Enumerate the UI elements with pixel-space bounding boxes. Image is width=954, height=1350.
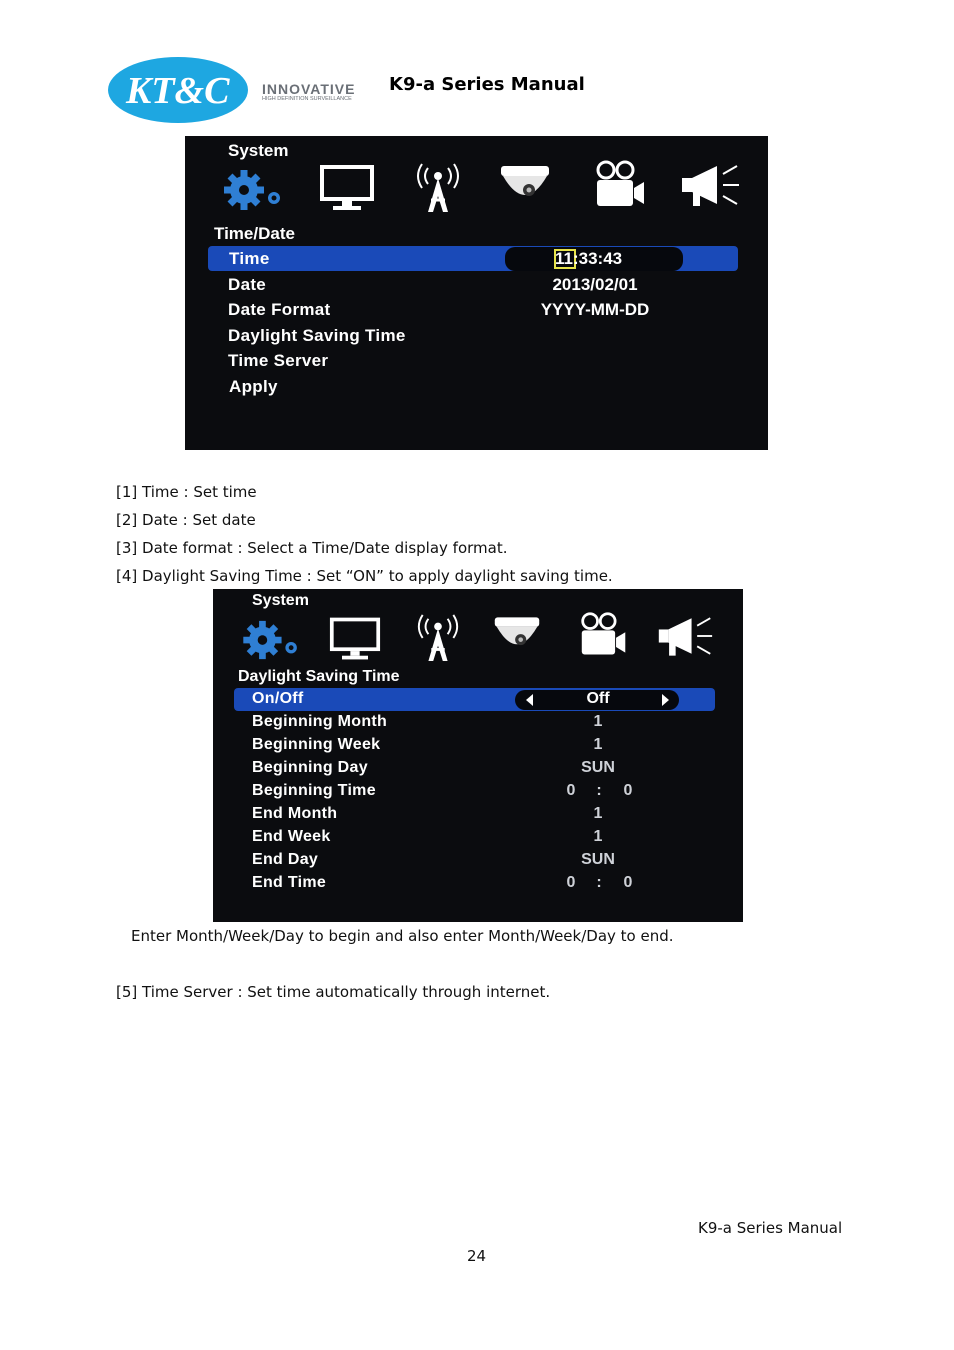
beginning-time-separator: : <box>596 782 602 799</box>
antenna-icon <box>415 611 461 663</box>
dst-note: Enter Month/Week/Day to begin and also enter Month/Week/Day to end. <box>131 927 674 945</box>
row-end-day[interactable]: End Day <box>252 851 319 868</box>
row-apply[interactable]: Apply <box>229 377 278 396</box>
logo-tagline: HIGH DEFINITION SURVEILLANCE <box>262 96 352 102</box>
footer-title: K9-a Series Manual <box>698 1219 843 1237</box>
row-beginning-week[interactable]: Beginning Week <box>252 736 381 753</box>
on-off-value[interactable]: Off <box>586 690 610 707</box>
row-date-format[interactable]: Date Format <box>228 300 331 319</box>
item-date: [2] Date : Set date <box>116 511 256 529</box>
row-on-off[interactable]: On/Off <box>252 690 304 707</box>
arrow-left-icon[interactable] <box>526 694 533 706</box>
end-week-value[interactable]: 1 <box>593 828 603 845</box>
megaphone-icon <box>679 162 741 208</box>
date-format-value[interactable]: YYYY-MM-DD <box>540 300 650 319</box>
time-value[interactable]: 11:33:43 <box>555 249 623 268</box>
end-time-minute[interactable]: 0 <box>623 874 633 891</box>
row-end-time[interactable]: End Time <box>252 874 327 891</box>
section-title: Time/Date <box>214 224 295 243</box>
item-time: [1] Time : Set time <box>116 483 257 501</box>
row-daylight-saving[interactable]: Daylight Saving Time <box>228 326 406 345</box>
row-beginning-day[interactable]: Beginning Day <box>252 759 368 776</box>
gears-icon <box>222 168 286 214</box>
monitor-icon <box>319 164 375 212</box>
dome-camera-icon <box>492 613 542 657</box>
item-daylight-saving: [4] Daylight Saving Time : Set “ON” to apply daylight saving time. <box>116 567 613 585</box>
dome-camera-icon <box>498 162 552 208</box>
item-time-server: [5] Time Server : Set time automatically through internet. <box>116 983 551 1001</box>
beginning-time-minute[interactable]: 0 <box>623 782 633 799</box>
beginning-month-value[interactable]: 1 <box>593 713 603 730</box>
megaphone-icon <box>656 614 714 658</box>
row-time-server[interactable]: Time Server <box>228 351 329 370</box>
osd-time-date-panel <box>185 136 768 450</box>
document-title: K9-a Series Manual <box>389 74 585 95</box>
end-day-value[interactable]: SUN <box>581 851 615 868</box>
video-camera-icon <box>594 160 648 210</box>
gears-icon <box>241 619 303 663</box>
row-beginning-time[interactable]: Beginning Time <box>252 782 376 799</box>
video-camera-icon <box>579 611 629 659</box>
section-title: Daylight Saving Time <box>238 668 400 685</box>
beginning-week-value[interactable]: 1 <box>593 736 603 753</box>
row-end-week[interactable]: End Week <box>252 828 331 845</box>
system-label: System <box>228 141 289 160</box>
beginning-time-hour[interactable]: 0 <box>566 782 576 799</box>
logo-text: KT&C <box>126 70 230 112</box>
beginning-day-value[interactable]: SUN <box>581 759 615 776</box>
antenna-icon <box>414 160 462 214</box>
row-beginning-month[interactable]: Beginning Month <box>252 713 388 730</box>
page-number: 24 <box>467 1247 487 1265</box>
row-time[interactable]: Time <box>229 249 270 268</box>
monitor-icon <box>329 616 381 662</box>
logo-brand: INNOVATIVE <box>262 81 356 97</box>
item-date-format: [3] Date format : Select a Time/Date display format. <box>116 539 508 557</box>
end-month-value[interactable]: 1 <box>593 805 603 822</box>
system-label: System <box>252 592 309 609</box>
end-time-separator: : <box>596 874 602 891</box>
ktc-logo <box>108 56 368 124</box>
date-value[interactable]: 2013/02/01 <box>552 275 638 294</box>
row-date[interactable]: Date <box>228 275 267 294</box>
end-time-hour[interactable]: 0 <box>566 874 576 891</box>
osd-daylight-saving-panel <box>213 589 743 922</box>
row-end-month[interactable]: End Month <box>252 805 338 822</box>
arrow-right-icon[interactable] <box>662 694 669 706</box>
